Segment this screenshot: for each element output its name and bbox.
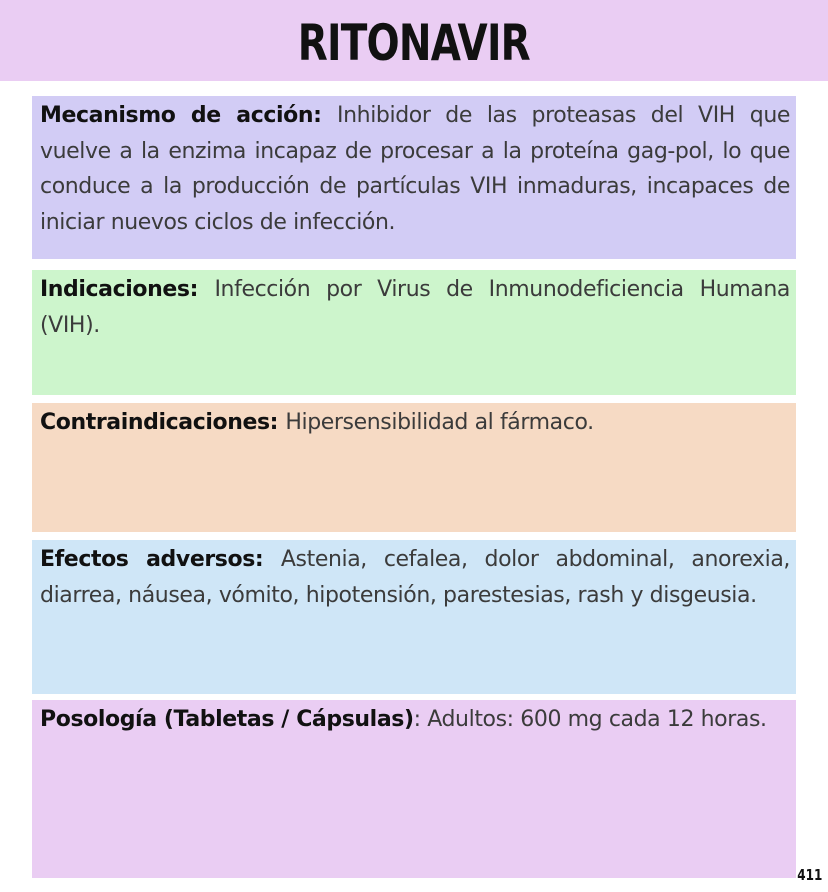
- adverse-effects-text: Astenia, cefalea, dolor abdominal, anorexia, diarrea, náusea, vómito, hipotensión, parestesias, rash y disgeusia.: [40, 547, 790, 608]
- indications-text: Infección por Virus de Inmunodeficiencia Humana (VIH).: [40, 277, 790, 338]
- title-banner: [0, 0, 828, 81]
- mechanism-label: Mecanismo de acción:: [40, 103, 338, 128]
- adverse-effects-section: [32, 540, 796, 694]
- contraindications-text: Hipersensibilidad al fármaco.: [285, 410, 594, 435]
- page-title: RITONAVIR: [297, 13, 531, 72]
- adverse-effects-label: Efectos adversos:: [40, 547, 281, 572]
- dosage-section: [32, 700, 796, 878]
- contraindications-section: [32, 403, 796, 532]
- indications-section: [32, 270, 796, 395]
- mechanism-section: [32, 96, 796, 259]
- mechanism-text: Inhibidor de las proteasas del VIH que vuelve a la enzima incapaz de procesar a la proteína gag-pol, lo que conduce a la producción de partículas VIH inmaduras, incapaces de iniciar nuevos ciclos de infección.: [40, 103, 790, 235]
- dosage-text: : Adultos: 600 mg cada 12 horas.: [413, 707, 767, 732]
- dosage-label: Posología (Tabletas / Cápsulas): [40, 707, 414, 732]
- indications-label: Indicaciones:: [40, 277, 215, 302]
- page-number: 411: [796, 866, 822, 884]
- contraindications-label: Contraindicaciones:: [40, 410, 286, 435]
